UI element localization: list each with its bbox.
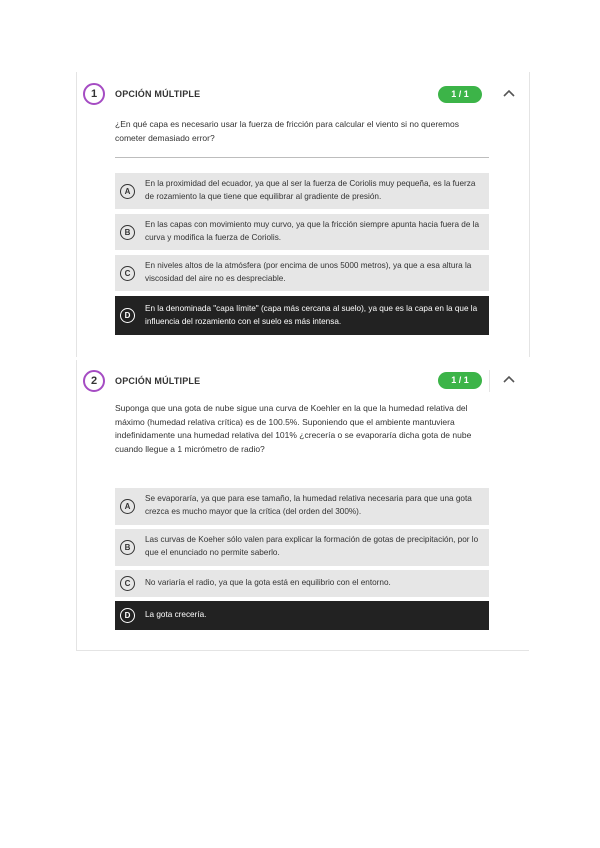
answer-option-c[interactable] <box>115 570 489 597</box>
question-type-label: OPCIÓN MÚLTIPLE <box>115 376 201 386</box>
score-badge: 1 / 1 <box>438 372 482 389</box>
option-text: No variaría el radio, ya que la gota está en equilibrio con el entorno. <box>145 578 391 587</box>
question-type-label: OPCIÓN MÚLTIPLE <box>115 89 201 99</box>
option-letter: C <box>120 576 135 591</box>
option-letter: D <box>120 308 135 323</box>
question-number-badge: 2 <box>83 370 105 392</box>
answer-option-c[interactable] <box>115 255 489 291</box>
question-card-1 <box>76 72 530 357</box>
option-text: En la denominada "capa límite" (capa más cercana al suelo), ya que es la capa en la que la influencia del rozamiento con el suelo es más intensa. <box>145 304 478 326</box>
option-text: En niveles altos de la atmósfera (por encima de unos 5000 metros), ya que a esa altura la viscosidad del aire no es despreciable. <box>145 261 472 283</box>
option-letter: A <box>120 184 135 199</box>
option-letter: B <box>120 225 135 240</box>
option-text: En las capas con movimiento muy curvo, ya que la fricción siempre apunta hacia fuera de la curva y modifica la fuerza de Coriolis. <box>145 220 480 242</box>
answer-option-b[interactable] <box>115 214 489 250</box>
answer-option-a[interactable] <box>115 173 489 209</box>
divider <box>115 157 489 158</box>
option-text: La gota crecería. <box>145 610 207 619</box>
question-text: ¿En qué capa es necesario usar la fuerza de fricción para calcular el viento si no queremos cometer demasiado error? <box>115 119 459 143</box>
option-text: Se evaporaría, ya que para ese tamaño, la humedad relativa necesaria para que una gota crezca es mucho mayor que la crítica (del orden del 300%). <box>145 494 472 516</box>
option-text: En la proximidad del ecuador, ya que al ser la fuerza de Coriolis muy pequeña, es la fuerza de rozamiento la que tiene que equilibrar al gradiente de presión. <box>145 179 476 201</box>
answer-option-d-selected[interactable] <box>115 601 489 630</box>
question-card-2 <box>76 360 529 651</box>
divider <box>489 370 490 392</box>
answer-option-d-selected[interactable] <box>115 296 489 335</box>
chevron-up-icon[interactable] <box>501 86 517 102</box>
option-letter: C <box>120 266 135 281</box>
option-text: Las curvas de Koeher sólo valen para explicar la formación de gotas de precipitación, por lo que el enunciado no permite saberlo. <box>145 535 479 557</box>
chevron-up-icon[interactable] <box>501 372 517 388</box>
option-letter: A <box>120 499 135 514</box>
question-text: Suponga que una gota de nube sigue una curva de Koehler en la que la humedad relativa del máximo (humedad relativa crítica) es de 100.5%. Suponiendo que el ambiente mantuviera indefinidamente una humedad relativa del 101% ¿crecería o se evaporaría dicha gota de nube cuando llegue a 1 micrómetro de radio? <box>115 403 472 454</box>
option-letter: B <box>120 540 135 555</box>
score-badge: 1 / 1 <box>438 86 482 103</box>
answer-option-b[interactable] <box>115 529 489 566</box>
question-number-badge: 1 <box>83 83 105 105</box>
option-letter: D <box>120 608 135 623</box>
answer-option-a[interactable] <box>115 488 489 525</box>
